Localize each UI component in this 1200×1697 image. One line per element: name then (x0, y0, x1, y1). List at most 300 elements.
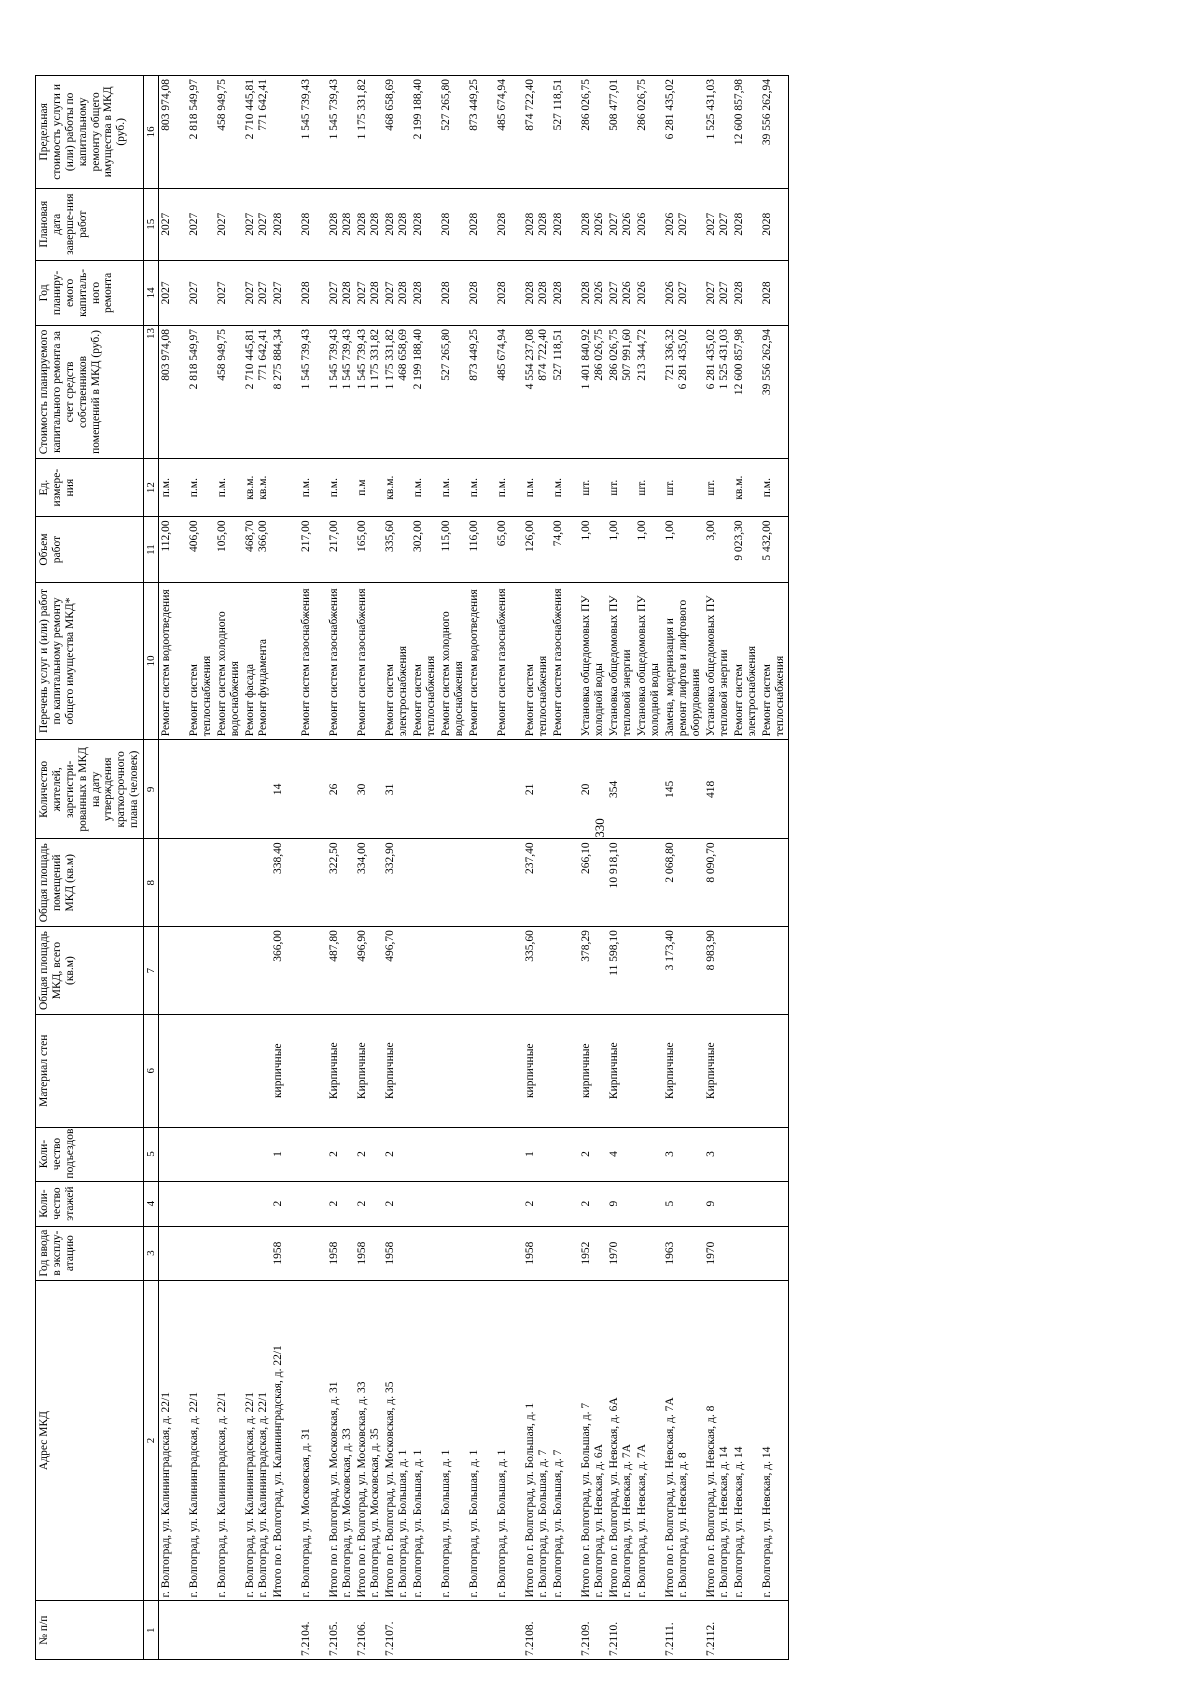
cell-work-description: Ремонт систем водоотведения (467, 582, 495, 740)
cell-residents: 31 (383, 740, 411, 839)
cell-premises-area (439, 839, 467, 927)
table-row (271, 76, 299, 1660)
column-number: 3 (144, 1226, 159, 1280)
cell-premises-area (467, 839, 495, 927)
column-number: 2 (144, 1280, 159, 1601)
cell-address: г. Волгоград, ул. Большая, д. 7 (551, 1280, 579, 1601)
cell-entrances (159, 1127, 188, 1181)
cell-total-area: 496,70 (383, 927, 411, 1015)
table-row (635, 76, 663, 1660)
cell-address: Итого по г. Волгоград, ул. Московская, д. 31 г. Волгоград, ул. Московская, д. 33 (327, 1280, 355, 1601)
cell-planned-cost: 39 556 262,94 (760, 326, 789, 459)
cell-residents (467, 740, 495, 839)
cell-row-number (215, 1601, 243, 1660)
cell-residents (732, 740, 760, 839)
cell-repair-year: 2028 (411, 260, 439, 325)
cell-work-description: Ремонт систем водоотведения (159, 582, 188, 740)
cell-completion-date: 2027 2027 (243, 188, 271, 260)
cell-premises-area: 322,50 (327, 839, 355, 927)
cell-entrances: 2 (579, 1127, 607, 1181)
cell-premises-area: 2 068,80 (663, 839, 704, 927)
cell-year-built: 1963 (663, 1226, 704, 1280)
cell-floors: 2 (271, 1181, 299, 1226)
table-row (704, 76, 732, 1660)
column-number: 13 (144, 326, 159, 459)
cell-floors: 2 (523, 1181, 551, 1226)
cell-row-number (635, 1601, 663, 1660)
cell-repair-year: 2026 (635, 260, 663, 325)
col-header: № п/п (36, 1601, 144, 1660)
cell-wall-material (732, 1014, 760, 1127)
cell-unit: п.м (355, 458, 383, 517)
cell-row-number (732, 1601, 760, 1660)
table-row (327, 76, 355, 1660)
cell-completion-date: 2028 (760, 188, 789, 260)
cell-address: г. Волгоград, ул. Большая, д. 1 (439, 1280, 467, 1601)
cell-wall-material (411, 1014, 439, 1127)
cell-row-number (187, 1601, 215, 1660)
cell-completion-date: 2028 2028 (383, 188, 411, 260)
col-header: Стоимость планируемого капитального ремонта за счет средств собственников помещений в МКД (руб.) (36, 326, 144, 459)
cell-repair-year: 2028 2028 (523, 260, 551, 325)
cell-address: Итого по г. Волгоград, ул. Большая, д. 7 г. Волгоград, ул. Невская, д. 6А (579, 1280, 607, 1601)
cell-completion-date: 2027 2026 (607, 188, 635, 260)
cell-entrances (495, 1127, 523, 1181)
cell-row-number: 7.2105. (327, 1601, 355, 1660)
cell-planned-cost: 527 118,51 (551, 326, 579, 459)
cell-premises-area: 10 918,10 (607, 839, 635, 927)
cell-repair-year: 2028 (299, 260, 327, 325)
cell-completion-date: 2028 (271, 188, 299, 260)
cell-work-description: Ремонт систем газоснабжения (551, 582, 579, 740)
cell-work-volume: 1,00 (635, 517, 663, 582)
cell-entrances: 1 (523, 1127, 551, 1181)
cell-address: г. Волгоград, ул. Калининградская, д. 22/1 (159, 1280, 188, 1601)
col-header: Объем работ (36, 517, 144, 582)
cell-max-cost: 2 710 445,81 771 642,41 (243, 76, 271, 189)
cell-planned-cost: 1 545 739,43 1 175 331,82 (355, 326, 383, 459)
cell-planned-cost: 803 974,08 (159, 326, 188, 459)
cell-repair-year: 2028 (760, 260, 789, 325)
cell-work-volume: 217,00 (299, 517, 327, 582)
cell-work-description: Замена, модернизация и ремонт лифтов и лифтового оборудования (663, 582, 704, 740)
cell-premises-area: 334,00 (355, 839, 383, 927)
cell-work-description: Установка общедомовых ПУ холодной воды (579, 582, 607, 740)
cell-year-built (732, 1226, 760, 1280)
cell-work-description: Ремонт систем холодного водоснабжения (215, 582, 243, 740)
cell-residents: 14 (271, 740, 299, 839)
cell-premises-area (299, 839, 327, 927)
cell-unit: кв.м. (732, 458, 760, 517)
cell-floors: 9 (704, 1181, 732, 1226)
cell-address: г. Волгоград, ул. Большая, д. 1 (467, 1280, 495, 1601)
cell-max-cost: 39 556 262,94 (760, 76, 789, 189)
cell-floors (551, 1181, 579, 1226)
column-number: 11 (144, 517, 159, 582)
cell-residents: 20 (579, 740, 607, 839)
cell-address: г. Волгоград, ул. Московская, д. 31 (299, 1280, 327, 1601)
cell-wall-material: Кирпичные (327, 1014, 355, 1127)
cell-repair-year: 2028 (495, 260, 523, 325)
cell-work-description: Ремонт систем электроснабжения (732, 582, 760, 740)
cell-floors (411, 1181, 439, 1226)
cell-planned-cost: 12 600 857,98 (732, 326, 760, 459)
page-number: 330 (592, 818, 607, 838)
cell-max-cost (271, 76, 299, 189)
cell-planned-cost: 458 949,75 (215, 326, 243, 459)
cell-year-built: 1958 (271, 1226, 299, 1280)
cell-row-number: 7.2110. (607, 1601, 635, 1660)
table-row (187, 76, 215, 1660)
cell-row-number (411, 1601, 439, 1660)
cell-planned-cost: 8 275 884,34 (271, 326, 299, 459)
cell-total-area: 487,80 (327, 927, 355, 1015)
cell-wall-material (439, 1014, 467, 1127)
cell-total-area (732, 927, 760, 1015)
cell-repair-year: 2027 2028 (327, 260, 355, 325)
cell-premises-area: 8 090,70 (704, 839, 732, 927)
cell-year-built (187, 1226, 215, 1280)
cell-floors (439, 1181, 467, 1226)
cell-wall-material (159, 1014, 188, 1127)
cell-repair-year: 2028 (732, 260, 760, 325)
cell-total-area (467, 927, 495, 1015)
cell-planned-cost: 6 281 435,02 1 525 431,03 (704, 326, 732, 459)
cell-total-area (187, 927, 215, 1015)
cell-year-built: 1958 (523, 1226, 551, 1280)
cell-year-built: 1952 (579, 1226, 607, 1280)
cell-unit: шт. (704, 458, 732, 517)
cell-work-volume: 3,00 (704, 517, 732, 582)
column-number: 16 (144, 76, 159, 189)
table-row (663, 76, 704, 1660)
cell-premises-area (495, 839, 523, 927)
cell-max-cost: 286 026,75 (635, 76, 663, 189)
cell-residents (159, 740, 188, 839)
column-number: 14 (144, 260, 159, 325)
col-header: Коли-чество этажей (36, 1181, 144, 1226)
cell-residents (495, 740, 523, 839)
cell-max-cost: 1 525 431,03 (704, 76, 732, 189)
cell-total-area (299, 927, 327, 1015)
cell-floors: 2 (327, 1181, 355, 1226)
cell-year-built: 1958 (355, 1226, 383, 1280)
cell-total-area (635, 927, 663, 1015)
cell-address: г. Волгоград, ул. Невская, д. 7А (635, 1280, 663, 1601)
cell-floors: 5 (663, 1181, 704, 1226)
cell-max-cost: 1 175 331,82 (355, 76, 383, 189)
col-header: Общая площадь МКД, всего (кв.м) (36, 927, 144, 1015)
cell-residents (187, 740, 215, 839)
col-header: Перечень услуг и (или) работ по капитальному ремонту общего имущества МКД* (36, 582, 144, 740)
column-number: 6 (144, 1014, 159, 1127)
cell-premises-area (732, 839, 760, 927)
table-row (159, 76, 188, 1660)
cell-wall-material (635, 1014, 663, 1127)
cell-work-volume: 5 432,00 (760, 517, 789, 582)
cell-max-cost: 1 545 739,43 (299, 76, 327, 189)
col-header: Коли-чество подъездов (36, 1127, 144, 1181)
cell-premises-area (187, 839, 215, 927)
cell-premises-area: 332,90 (383, 839, 411, 927)
cell-repair-year: 2027 2026 (607, 260, 635, 325)
cell-row-number (495, 1601, 523, 1660)
cell-total-area: 335,60 (523, 927, 551, 1015)
cell-max-cost: 2 199 188,40 (411, 76, 439, 189)
cell-work-volume: 65,00 (495, 517, 523, 582)
cell-residents (439, 740, 467, 839)
table-row (523, 76, 551, 1660)
cell-floors (299, 1181, 327, 1226)
cell-repair-year: 2028 (551, 260, 579, 325)
cell-unit (271, 458, 299, 517)
cell-floors (215, 1181, 243, 1226)
cell-wall-material: Кирпичные (704, 1014, 732, 1127)
cell-residents (243, 740, 271, 839)
cell-wall-material (243, 1014, 271, 1127)
cell-completion-date: 2026 (635, 188, 663, 260)
col-header: Год ввода в эксплу-атацию (36, 1226, 144, 1280)
cell-residents: 21 (523, 740, 551, 839)
cell-entrances: 2 (355, 1127, 383, 1181)
cell-repair-year: 2027 2028 (383, 260, 411, 325)
cell-entrances: 2 (327, 1127, 355, 1181)
cell-completion-date: 2027 (215, 188, 243, 260)
cell-unit: п.м. (327, 458, 355, 517)
cell-completion-date: 2028 2028 (523, 188, 551, 260)
table-row (299, 76, 327, 1660)
cell-entrances (760, 1127, 789, 1181)
cell-entrances (635, 1127, 663, 1181)
cell-repair-year: 2027 2027 (704, 260, 732, 325)
cell-address: Итого по г. Волгоград, ул. Калининградская, д. 22/1 (271, 1280, 299, 1601)
cell-work-description: Ремонт систем газоснабжения (327, 582, 355, 740)
cell-entrances (467, 1127, 495, 1181)
cell-address: Итого по г. Волгоград, ул. Невская, д. 7А г. Волгоград, ул. Невская, д. 8 (663, 1280, 704, 1601)
cell-wall-material (467, 1014, 495, 1127)
cell-work-description: Ремонт систем газоснабжения (495, 582, 523, 740)
cell-year-built (215, 1226, 243, 1280)
cell-max-cost: 286 026,75 (579, 76, 607, 189)
cell-row-number (467, 1601, 495, 1660)
cell-wall-material: Кирпичные (355, 1014, 383, 1127)
cell-completion-date: 2028 2028 (327, 188, 355, 260)
cell-wall-material: кирпичные (579, 1014, 607, 1127)
cell-planned-cost: 213 344,72 (635, 326, 663, 459)
cell-row-number (243, 1601, 271, 1660)
cell-premises-area (411, 839, 439, 927)
table-row (383, 76, 411, 1660)
cell-work-volume: 112,00 (159, 517, 188, 582)
cell-entrances: 3 (663, 1127, 704, 1181)
table-row (579, 76, 607, 1660)
cell-address: Итого по г. Волгоград, ул. Невская, д. 8 г. Волгоград, ул. Невская, д. 14 (704, 1280, 732, 1601)
cell-unit: шт. (635, 458, 663, 517)
cell-work-description: Установка общедомовых ПУ тепловой энергии (607, 582, 635, 740)
cell-completion-date: 2027 (187, 188, 215, 260)
cell-repair-year: 2027 (159, 260, 188, 325)
cell-completion-date: 2028 (411, 188, 439, 260)
cell-total-area (411, 927, 439, 1015)
cell-work-volume: 1,00 (579, 517, 607, 582)
cell-unit: п.м. (411, 458, 439, 517)
cell-work-description: Ремонт систем электроснабжения (383, 582, 411, 740)
cell-year-built: 1970 (607, 1226, 635, 1280)
column-number: 7 (144, 927, 159, 1015)
cell-entrances (299, 1127, 327, 1181)
cell-year-built (243, 1226, 271, 1280)
cell-planned-cost: 2 818 549,97 (187, 326, 215, 459)
rotated-table-wrapper (35, 75, 1150, 1660)
cell-completion-date: 2028 (732, 188, 760, 260)
cell-max-cost: 873 449,25 (467, 76, 495, 189)
cell-address: Итого по г. Волгоград, ул. Московская, д. 33 г. Волгоград, ул. Московская, д. 35 (355, 1280, 383, 1601)
cell-repair-year: 2028 2026 (579, 260, 607, 325)
column-number: 4 (144, 1181, 159, 1226)
cell-unit: п.м. (467, 458, 495, 517)
cell-floors: 2 (383, 1181, 411, 1226)
table-row (495, 76, 523, 1660)
cell-floors: 2 (355, 1181, 383, 1226)
cell-entrances (732, 1127, 760, 1181)
cell-premises-area: 338,40 (271, 839, 299, 927)
col-header: Адрес МКД (36, 1280, 144, 1601)
cell-max-cost: 1 545 739,43 (327, 76, 355, 189)
cell-entrances (215, 1127, 243, 1181)
cell-max-cost: 508 477,01 (607, 76, 635, 189)
cell-year-built: 1970 (704, 1226, 732, 1280)
cell-completion-date: 2028 (467, 188, 495, 260)
cell-year-built (439, 1226, 467, 1280)
cell-residents (760, 740, 789, 839)
cell-work-volume: 302,00 (411, 517, 439, 582)
cell-work-description: Ремонт систем теплоснабжения (760, 582, 789, 740)
cell-max-cost: 527 118,51 (551, 76, 579, 189)
cell-row-number (551, 1601, 579, 1660)
column-number-row (144, 76, 159, 1660)
cell-unit: шт. (607, 458, 635, 517)
cell-planned-cost: 1 401 840,92 286 026,75 (579, 326, 607, 459)
cell-residents: 145 (663, 740, 704, 839)
column-number: 12 (144, 458, 159, 517)
cell-entrances (551, 1127, 579, 1181)
cell-premises-area (551, 839, 579, 927)
col-header: Ед. измере-ния (36, 458, 144, 517)
cell-premises-area (215, 839, 243, 927)
cell-work-description: Установка общедомовых ПУ тепловой энергии (704, 582, 732, 740)
cell-floors (243, 1181, 271, 1226)
cell-wall-material: Кирпичные (607, 1014, 635, 1127)
cell-planned-cost: 873 449,25 (467, 326, 495, 459)
cell-work-description: Ремонт систем газоснабжения (299, 582, 327, 740)
cell-work-description: Ремонт систем холодного водоснабжения (439, 582, 467, 740)
cell-year-built (411, 1226, 439, 1280)
cell-unit: п.м. (439, 458, 467, 517)
column-number: 9 (144, 740, 159, 839)
cell-completion-date: 2028 2028 (355, 188, 383, 260)
cell-floors (495, 1181, 523, 1226)
cell-unit: п.м. (299, 458, 327, 517)
cell-residents (551, 740, 579, 839)
cell-residents (215, 740, 243, 839)
cell-address: г. Волгоград, ул. Большая, д. 1 (495, 1280, 523, 1601)
cell-unit: п.м. (495, 458, 523, 517)
column-number: 15 (144, 188, 159, 260)
cell-wall-material (760, 1014, 789, 1127)
table-row (551, 76, 579, 1660)
cell-work-volume: 335,60 (383, 517, 411, 582)
cell-completion-date: 2027 2027 (704, 188, 732, 260)
cell-max-cost: 485 674,94 (495, 76, 523, 189)
cell-wall-material: кирпичные (271, 1014, 299, 1127)
column-number: 10 (144, 582, 159, 740)
cell-total-area (439, 927, 467, 1015)
cell-work-volume: 406,00 (187, 517, 215, 582)
cell-unit: шт. (663, 458, 704, 517)
cell-wall-material: Кирпичные (383, 1014, 411, 1127)
cell-row-number: 7.2112. (704, 1601, 732, 1660)
header-row (36, 76, 144, 1660)
cell-row-number: 7.2106. (355, 1601, 383, 1660)
table-row (467, 76, 495, 1660)
cell-floors: 9 (607, 1181, 635, 1226)
cell-work-volume: 126,00 (523, 517, 551, 582)
cell-planned-cost: 4 554 237,08 874 722,40 (523, 326, 551, 459)
cell-work-volume: 105,00 (215, 517, 243, 582)
cell-premises-area (159, 839, 188, 927)
cell-residents: 26 (327, 740, 355, 839)
cell-completion-date: 2028 (495, 188, 523, 260)
cell-row-number: 7.2107. (383, 1601, 411, 1660)
cell-year-built: 1958 (327, 1226, 355, 1280)
table-row (732, 76, 760, 1660)
cell-work-description: Ремонт систем теплоснабжения (187, 582, 215, 740)
cell-premises-area (760, 839, 789, 927)
cell-entrances (439, 1127, 467, 1181)
cell-year-built (551, 1226, 579, 1280)
cell-total-area: 366,00 (271, 927, 299, 1015)
cell-work-description: Ремонт систем теплоснабжения (523, 582, 551, 740)
cell-max-cost: 803 974,08 (159, 76, 188, 189)
cell-total-area: 11 598,10 (607, 927, 635, 1015)
cell-total-area (551, 927, 579, 1015)
cell-unit: кв.м. кв.м. (243, 458, 271, 517)
cell-row-number: 7.2111. (663, 1601, 704, 1660)
cell-address: г. Волгоград, ул. Невская, д. 14 (760, 1280, 789, 1601)
cell-completion-date: 2027 (159, 188, 188, 260)
cell-entrances: 3 (704, 1127, 732, 1181)
cell-unit: шт. (579, 458, 607, 517)
cell-total-area: 8 983,90 (704, 927, 732, 1015)
cell-unit: п.м. (760, 458, 789, 517)
cell-address: Итого по г. Волгоград, ул. Московская, д. 35 г. Волгоград, ул. Большая, д. 1 (383, 1280, 411, 1601)
cell-entrances (187, 1127, 215, 1181)
col-header: Предельная стоимость услуги и (или) работы по капитальному ремонту общего имущества в МКД (руб.) (36, 76, 144, 189)
cell-unit: п.м. (523, 458, 551, 517)
cell-total-area (215, 927, 243, 1015)
cell-entrances: 4 (607, 1127, 635, 1181)
cell-unit: п.м. (551, 458, 579, 517)
cell-max-cost: 2 818 549,97 (187, 76, 215, 189)
cell-residents (411, 740, 439, 839)
capital-repair-table (35, 75, 789, 1660)
table-row (215, 76, 243, 1660)
cell-entrances: 2 (383, 1127, 411, 1181)
cell-row-number: 7.2104. (299, 1601, 327, 1660)
cell-planned-cost: 1 545 739,43 1 545 739,43 (327, 326, 355, 459)
table-row (607, 76, 635, 1660)
cell-work-volume: 9 023,30 (732, 517, 760, 582)
